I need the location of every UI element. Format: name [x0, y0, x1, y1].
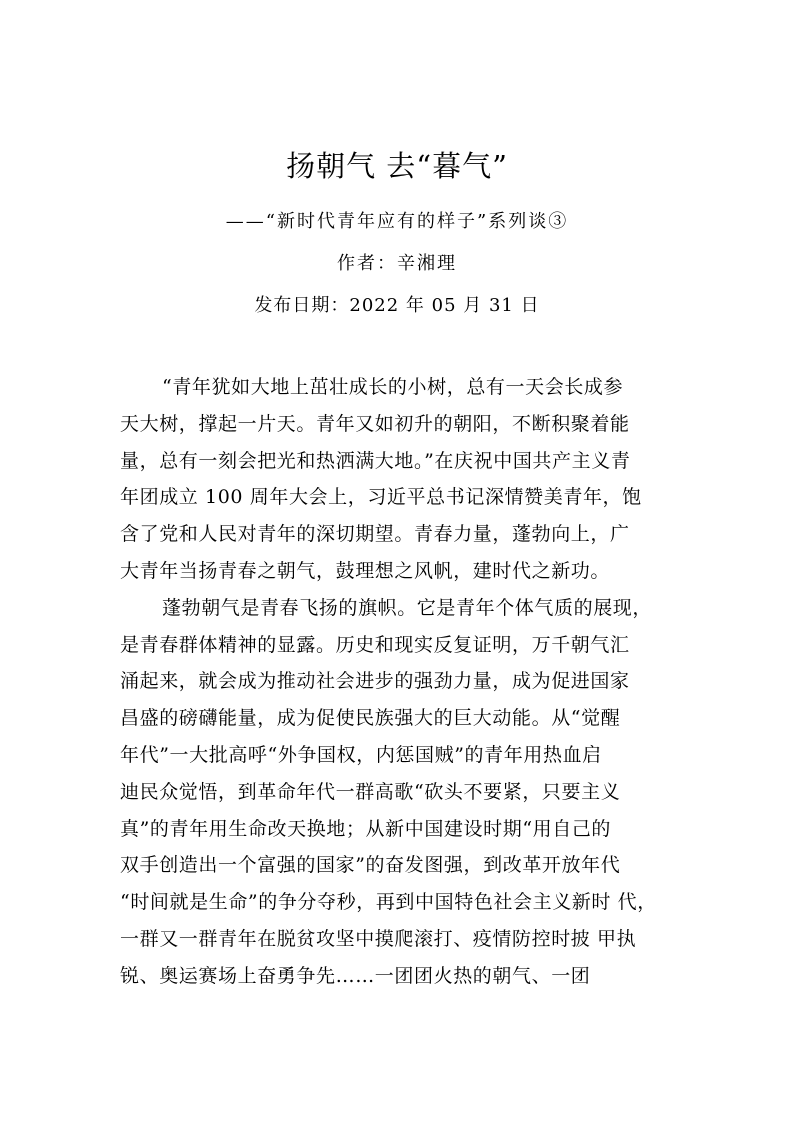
body-line: 锐、奥运赛场上奋勇争先……一团团火热的朝气、一团 — [120, 964, 591, 987]
body-line: 是青春群体精神的显露。历史和现实反复证明，万千朝气汇 — [120, 633, 630, 656]
body-line: 含了党和人民对青年的深切期望。青春力量，蓬勃向上，广 — [120, 523, 630, 546]
body-line: 大青年当扬青春之朝气，鼓理想之风帆，建时代之新功。 — [120, 559, 611, 582]
article-title: 扬朝气 去“暮气” — [286, 149, 508, 183]
article-author: 作者：辛湘理 — [337, 253, 457, 274]
body-line: “青年犹如大地上茁壮成长的小树，总有一天会长成参 — [162, 376, 624, 398]
body-line: 年团成立 100 周年大会上，习近平总书记深情赞美青年，饱 — [120, 486, 642, 509]
body-line: 天大树，撑起一片天。青年又如初升的朝阳，不断积聚着能 — [120, 412, 630, 435]
body-line: 一群又一群青年在脱贫攻坚中摸爬滚打、疫情防控时披 甲执 — [120, 927, 637, 950]
article-subtitle: ——“新时代青年应有的样子”系列谈③ — [225, 211, 569, 232]
body-line: 年代”一大批高呼“外争国权，内惩国贼”的青年用热血启 — [120, 743, 602, 766]
body-line: 昌盛的磅礴能量，成为促使民族强大的巨大动能。从“觉醒 — [120, 707, 621, 730]
body-line: 涌起来，就会成为推动社会进步的强劲力量，成为促进国家 — [120, 670, 630, 693]
article-date: 发布日期：2022 年 05 月 31 日 — [254, 295, 540, 316]
body-line: 量，总有一刻会把光和热洒满大地。”在庆祝中国共产主义青 — [120, 449, 631, 472]
article-body — [120, 372, 690, 998]
body-line: 真”的青年用生命改天换地；从新中国建设时期“用自己的 — [120, 817, 612, 840]
body-line: 迪民众觉悟，到革命年代一群高歌“砍头不要紧，只要主义 — [120, 780, 621, 803]
body-line: “时间就是生命”的争分夺秒，再到中国特色社会主义新时 代， — [120, 891, 657, 914]
body-line: 蓬勃朝气是青春飞扬的旗帜。它是青年个体气质的展现， — [162, 596, 653, 619]
body-line: 双手创造出一个富强的国家”的奋发图强，到改革开放年代 — [120, 854, 621, 877]
